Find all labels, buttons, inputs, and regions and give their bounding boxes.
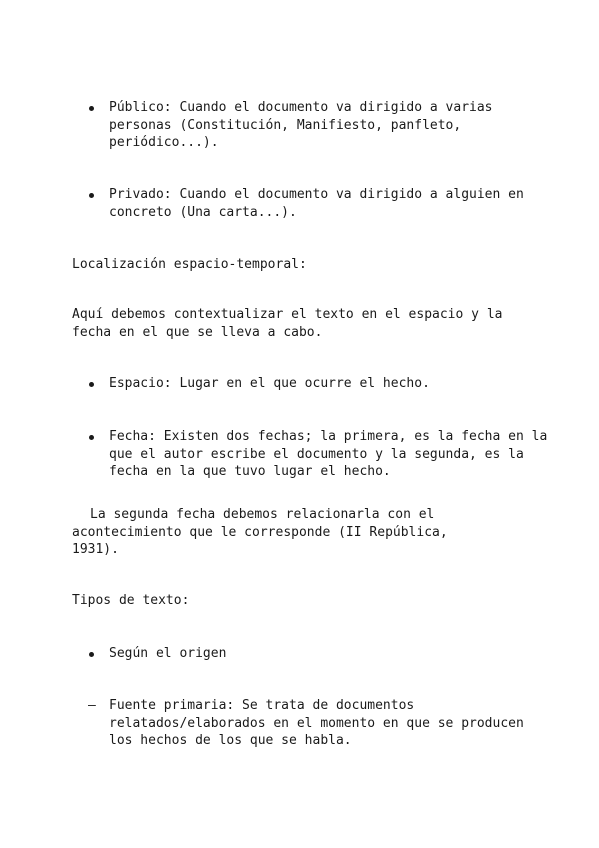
- bullet-icon: [89, 382, 94, 387]
- paragraph-note: La segunda fecha debemos relacionarla con el acontecimiento que le corresponde (II República, 1931).: [72, 507, 448, 557]
- section-heading-localizacion: Localización espacio-temporal:: [72, 257, 307, 272]
- bullet-icon: [89, 106, 94, 111]
- list-item-text: Espacio: Lugar en el que ocurre el hecho.: [109, 376, 430, 391]
- list-item-text: Fuente primaria: Se trata de documentos relatados/elaborados en el momento en que se producen los hechos de los que se habla.: [109, 698, 524, 748]
- bullet-icon: [89, 652, 94, 657]
- list-item-text: Privado: Cuando el documento va dirigido a alguien en concreto (Una carta...).: [109, 187, 524, 220]
- bullet-icon: [89, 193, 94, 198]
- list-item-espacio: [88, 375, 549, 393]
- bullet-icon: [89, 435, 94, 440]
- list-item-publico: [88, 99, 549, 152]
- list-item-text: Fecha: Existen dos fechas; la primera, es la fecha en la que el autor escribe el documento y la segunda, es la fecha en la que tuvo lugar el hecho.: [109, 429, 548, 479]
- list-item-origen: [88, 645, 549, 663]
- section-heading-tipos: Tipos de texto:: [72, 593, 190, 608]
- list-item-text: Público: Cuando el documento va dirigido a varias personas (Constitución, Manifiesto, panfleto, periódico...).: [109, 100, 493, 150]
- dash-icon: –: [88, 698, 96, 713]
- paragraph-intro: Aquí debemos contextualizar el texto en el espacio y la fecha en el que se lleva a cabo.: [72, 307, 503, 340]
- list-item-privado: [88, 186, 549, 221]
- list-item-fecha: [88, 428, 549, 481]
- list-item-text: Según el origen: [109, 646, 227, 661]
- list-item-fuente-primaria: [88, 697, 529, 750]
